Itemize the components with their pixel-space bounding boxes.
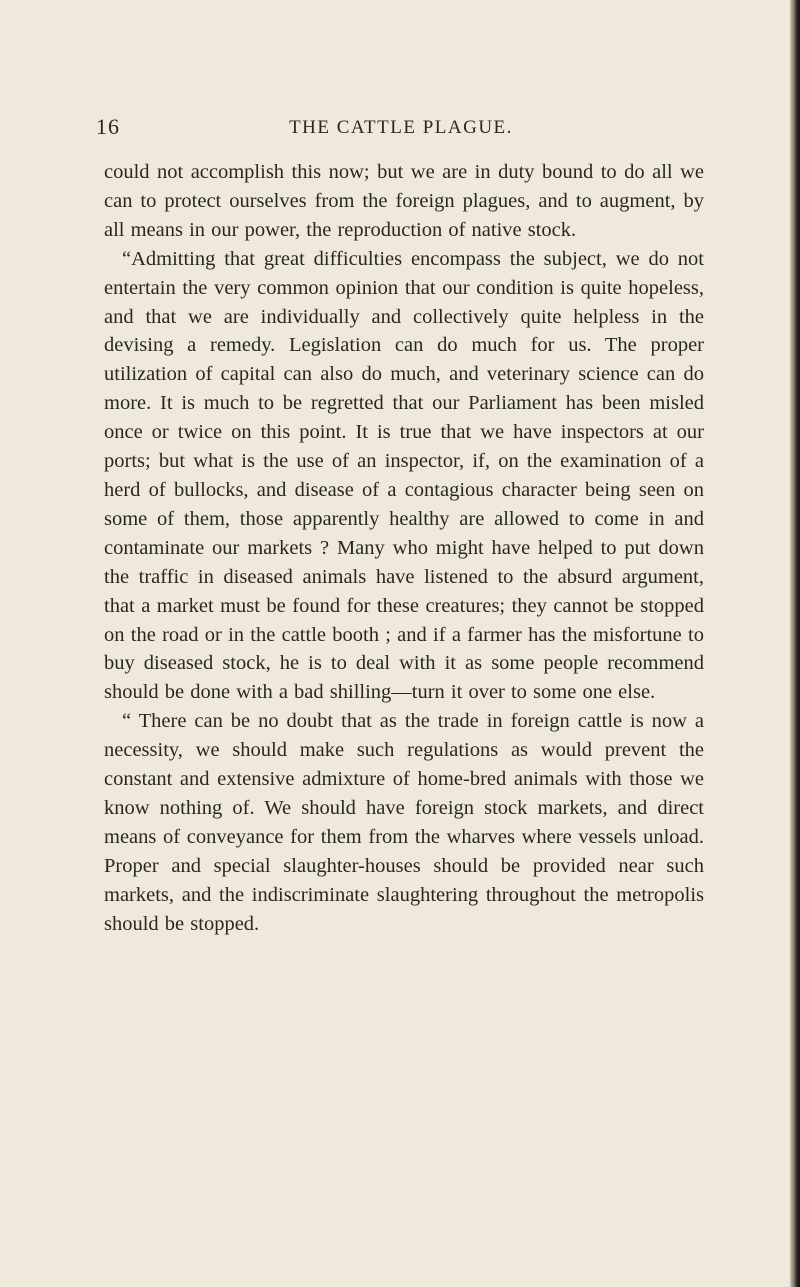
page-edge-shadow (790, 0, 800, 1287)
paragraph-1: could not accomplish this now; but we are in duty bound to do all we can to protect ourselves from the foreign plagues, and to augment, by all means in our power, the reproduction of native stock. (104, 161, 704, 241)
page-header (96, 114, 706, 144)
body-text (104, 158, 704, 938)
page-number: 16 (96, 114, 120, 139)
paragraph-2: “Admitting that great difficulties encompass the subject, we do not entertain the very common opinion that our condition is quite hopeless, and that we are individually and collectively quite helpless in the devising a remedy. Legislation can do much for us. The proper utilization of capital can also do much, and veterinary science can do more. It is much to be regretted that our Parliament has been misled once or twice on this point. It is true that we have inspectors at our ports; but what is the use of an inspector, if, on the examination of a herd of bullocks, and disease of a contagious character being seen on some of them, those apparently healthy are allowed to come in and contaminate our markets ? Many who might have helped to put down the traffic in diseased animals have listened to the absurd argument, that a market must be found for these creatures; they cannot be stopped on the road or in the cattle booth ; and if a farmer has the misfortune to buy diseased stock, he is to deal with it as some people recommend should be done with a bad shilling—turn it over to some one else. (104, 247, 704, 704)
running-title: THE CATTLE PLAGUE. (289, 117, 513, 138)
paragraph-3: “ There can be no doubt that as the trade in foreign cattle is now a necessity, we should make such regulations as would prevent the constant and extensive admixture of home-bred animals with those we know nothing of. We should have foreign stock markets, and direct means of conveyance for them from the wharves where vessels unload. Proper and special slaughter-houses should be provided near such markets, and the indiscriminate slaughtering throughout the metropolis should be stopped. (104, 710, 704, 935)
